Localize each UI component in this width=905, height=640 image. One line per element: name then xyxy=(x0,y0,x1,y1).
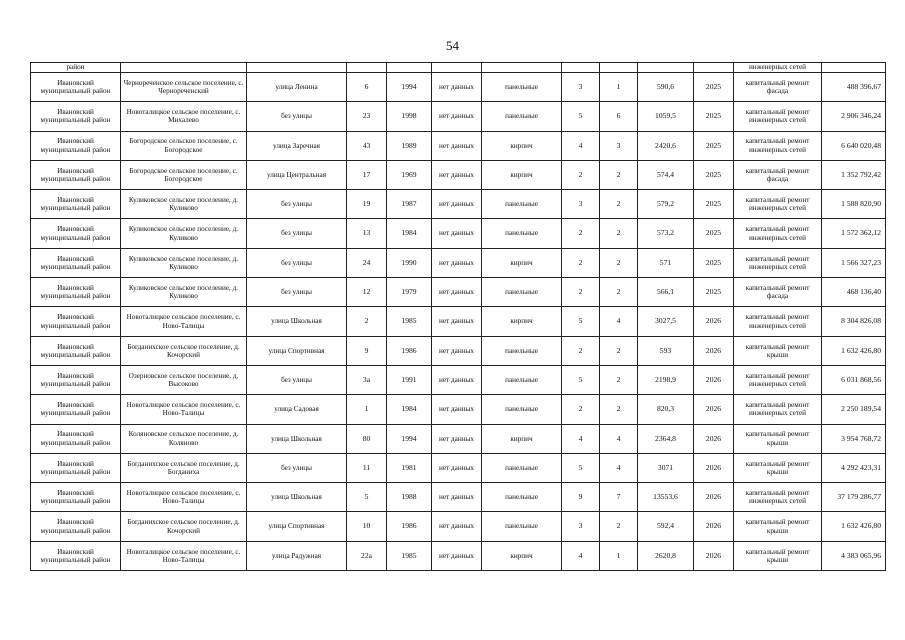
work-type-cell: капитальный ремонт крыши xyxy=(734,453,822,482)
house-number-cell: 11 xyxy=(347,453,387,482)
district-cell: Ивановский муниципальный район xyxy=(31,541,121,570)
settlement-cell: Озерновское сельское поселение, д. Высоково xyxy=(121,365,247,394)
district-cell: Ивановский муниципальный район xyxy=(31,131,121,160)
wall-material-cell: панельные xyxy=(482,483,562,512)
year-overhaul-cell: нет данных xyxy=(432,453,482,482)
planned-year-cell: 2026 xyxy=(694,336,734,365)
year-overhaul-cell: нет данных xyxy=(432,219,482,248)
house-number-cell: 13 xyxy=(347,219,387,248)
floors-cell: 3 xyxy=(562,512,600,541)
street-cell: без улицы xyxy=(247,365,347,394)
wall-material-cell: кирпич xyxy=(482,541,562,570)
floors-cell: 3 xyxy=(562,73,600,102)
year-built-cell: 1998 xyxy=(387,102,432,131)
entrances-cell: 2 xyxy=(600,365,638,394)
floors-cell: 5 xyxy=(562,365,600,394)
year-built-cell: 1984 xyxy=(387,395,432,424)
planned-year-cell: 2025 xyxy=(694,278,734,307)
district-cell: Ивановский муниципальный район xyxy=(31,453,121,482)
area-cell: 592,4 xyxy=(638,512,694,541)
district-cell: Ивановский муниципальный район xyxy=(31,483,121,512)
wall-material-cell: панельные xyxy=(482,73,562,102)
cost-cell: 2 906 346,24 xyxy=(822,102,886,131)
planned-year-cell: 2025 xyxy=(694,248,734,277)
house-number-cell: 17 xyxy=(347,160,387,189)
work-type-cell: капитальный ремонт инженерных сетей xyxy=(734,248,822,277)
district-cell: район xyxy=(31,63,121,73)
page-number: 54 xyxy=(446,38,459,53)
settlement-cell: Куликовское сельское поселение, д. Куликово xyxy=(121,278,247,307)
cost-cell: 488 396,67 xyxy=(822,73,886,102)
district-cell: Ивановский муниципальный район xyxy=(31,102,121,131)
floors-cell: 2 xyxy=(562,336,600,365)
district-cell: Ивановский муниципальный район xyxy=(31,512,121,541)
planned-year-cell: 2026 xyxy=(694,365,734,394)
settlement-cell: Куликовское сельское поселение, д. Куликово xyxy=(121,248,247,277)
year-overhaul-cell: нет данных xyxy=(432,424,482,453)
entrances-cell: 4 xyxy=(600,453,638,482)
street-cell: улица Ленина xyxy=(247,73,347,102)
work-type-cell: капитальный ремонт крыши xyxy=(734,512,822,541)
wall-material-cell: панельные xyxy=(482,190,562,219)
area-cell: 593 xyxy=(638,336,694,365)
entrances-cell: 1 xyxy=(600,73,638,102)
table-row xyxy=(31,73,886,102)
area-cell: 590,6 xyxy=(638,73,694,102)
cost-cell: 1 572 362,12 xyxy=(822,219,886,248)
entrances-cell: 2 xyxy=(600,336,638,365)
year-built-cell: 1981 xyxy=(387,453,432,482)
cost-cell: 6 031 868,56 xyxy=(822,365,886,394)
district-cell: Ивановский муниципальный район xyxy=(31,365,121,394)
area-cell: 3071 xyxy=(638,453,694,482)
cost-cell: 468 136,40 xyxy=(822,278,886,307)
entrances-cell: 7 xyxy=(600,483,638,512)
street-cell: улица Заречная xyxy=(247,131,347,160)
table-row-continued xyxy=(31,63,886,73)
house-number-cell: 3а xyxy=(347,365,387,394)
floors-cell: 2 xyxy=(562,278,600,307)
district-cell: Ивановский муниципальный район xyxy=(31,190,121,219)
wall-material-cell: панельные xyxy=(482,219,562,248)
work-type-cell: капитальный ремонт инженерных сетей xyxy=(734,102,822,131)
cost-cell: 37 179 286,77 xyxy=(822,483,886,512)
year-overhaul-cell: нет данных xyxy=(432,278,482,307)
street-cell: улица Садовая xyxy=(247,395,347,424)
entrances-cell: 2 xyxy=(600,190,638,219)
floors-cell: 5 xyxy=(562,102,600,131)
house-number-cell: 43 xyxy=(347,131,387,160)
house-number-cell: 80 xyxy=(347,424,387,453)
work-type-cell: капитальный ремонт инженерных сетей xyxy=(734,219,822,248)
entrances-cell: 2 xyxy=(600,248,638,277)
settlement-cell: Богданихское сельское поселение, д. Кочорский xyxy=(121,336,247,365)
year-overhaul-cell: нет данных xyxy=(432,131,482,160)
table-row xyxy=(31,307,886,336)
table-row xyxy=(31,219,886,248)
floors-cell: 2 xyxy=(562,395,600,424)
district-cell: Ивановский муниципальный район xyxy=(31,395,121,424)
street-cell: улица Центральная xyxy=(247,160,347,189)
settlement-cell: Новоталицкое сельское поселение, с. Ново-Талицы xyxy=(121,395,247,424)
wall-material-cell: панельные xyxy=(482,102,562,131)
work-type-cell: капитальный ремонт инженерных сетей xyxy=(734,307,822,336)
street-cell: улица Спортивная xyxy=(247,336,347,365)
year-overhaul-cell: нет данных xyxy=(432,307,482,336)
table-row xyxy=(31,395,886,424)
house-number-cell: 12 xyxy=(347,278,387,307)
year-built-cell: 1985 xyxy=(387,307,432,336)
planned-year-cell: 2026 xyxy=(694,483,734,512)
settlement-cell: Богданихское сельское поселение, д. Богданиха xyxy=(121,453,247,482)
district-cell: Ивановский муниципальный район xyxy=(31,307,121,336)
work-type-cell: капитальный ремонт инженерных сетей xyxy=(734,365,822,394)
settlement-cell: Куликовское сельское поселение, д. Куликово xyxy=(121,219,247,248)
street-cell: без улицы xyxy=(247,278,347,307)
year-built-cell: 1994 xyxy=(387,73,432,102)
year-overhaul-cell: нет данных xyxy=(432,541,482,570)
house-number-cell: 22а xyxy=(347,541,387,570)
cost-cell: 8 304 826,08 xyxy=(822,307,886,336)
table-row xyxy=(31,248,886,277)
area-cell: 579,2 xyxy=(638,190,694,219)
street-cell: улица Спортивная xyxy=(247,512,347,541)
year-built-cell: 1994 xyxy=(387,424,432,453)
year-overhaul-cell: нет данных xyxy=(432,160,482,189)
year-built-cell: 1986 xyxy=(387,512,432,541)
settlement-cell: Новоталицкое сельское поселение, с. Ново-Талицы xyxy=(121,541,247,570)
year-built-cell: 1969 xyxy=(387,160,432,189)
work-type-cell: капитальный ремонт крыши xyxy=(734,336,822,365)
year-overhaul-cell: нет данных xyxy=(432,395,482,424)
street-cell: улица Радужная xyxy=(247,541,347,570)
area-cell: 573,2 xyxy=(638,219,694,248)
settlement-cell: Новоталицкое сельское поселение, с. Ново-Талицы xyxy=(121,483,247,512)
floors-cell: 3 xyxy=(562,190,600,219)
cost-cell: 1 566 327,23 xyxy=(822,248,886,277)
house-number-cell: 1 xyxy=(347,395,387,424)
year-overhaul-cell: нет данных xyxy=(432,102,482,131)
settlement-cell: Коляновское сельское поселение, д. Коляново xyxy=(121,424,247,453)
house-number-cell: 24 xyxy=(347,248,387,277)
entrances-cell: 2 xyxy=(600,278,638,307)
area-cell: 3027,5 xyxy=(638,307,694,336)
work-type-cell: капитальный ремонт крыши xyxy=(734,424,822,453)
house-number-cell: 19 xyxy=(347,190,387,219)
wall-material-cell: панельные xyxy=(482,336,562,365)
year-overhaul-cell: нет данных xyxy=(432,73,482,102)
planned-year-cell: 2026 xyxy=(694,453,734,482)
table-row xyxy=(31,483,886,512)
cost-cell: 1 588 820,90 xyxy=(822,190,886,219)
street-cell: улица Школьная xyxy=(247,307,347,336)
work-type-cell: капитальный ремонт фасада xyxy=(734,160,822,189)
street-cell: улица Школьная xyxy=(247,424,347,453)
planned-year-cell: 2025 xyxy=(694,219,734,248)
area-cell: 574,4 xyxy=(638,160,694,189)
floors-cell: 5 xyxy=(562,307,600,336)
year-built-cell: 1985 xyxy=(387,541,432,570)
planned-year-cell: 2025 xyxy=(694,160,734,189)
cost-cell: 1 632 426,80 xyxy=(822,512,886,541)
wall-material-cell: кирпич xyxy=(482,424,562,453)
cost-cell: 3 954 768,72 xyxy=(822,424,886,453)
district-cell: Ивановский муниципальный район xyxy=(31,73,121,102)
area-cell: 1059,5 xyxy=(638,102,694,131)
area-cell: 2198,9 xyxy=(638,365,694,394)
work-type-cell: капитальный ремонт инженерных сетей xyxy=(734,190,822,219)
wall-material-cell: панельные xyxy=(482,278,562,307)
planned-year-cell: 2025 xyxy=(694,73,734,102)
year-built-cell: 1979 xyxy=(387,278,432,307)
work-type-cell: капитальный ремонт инженерных сетей xyxy=(734,395,822,424)
floors-cell: 4 xyxy=(562,131,600,160)
street-cell: без улицы xyxy=(247,102,347,131)
table-row xyxy=(31,541,886,570)
year-built-cell: 1986 xyxy=(387,336,432,365)
cost-cell: 1 632 426,80 xyxy=(822,336,886,365)
floors-cell: 2 xyxy=(562,160,600,189)
planned-year-cell: 2025 xyxy=(694,190,734,219)
street-cell: без улицы xyxy=(247,219,347,248)
wall-material-cell: кирпич xyxy=(482,131,562,160)
year-overhaul-cell: нет данных xyxy=(432,336,482,365)
area-cell: 571 xyxy=(638,248,694,277)
district-cell: Ивановский муниципальный район xyxy=(31,278,121,307)
work-type-cell: капитальный ремонт инженерных сетей xyxy=(734,131,822,160)
entrances-cell: 3 xyxy=(600,131,638,160)
table-row xyxy=(31,512,886,541)
planned-year-cell: 2026 xyxy=(694,307,734,336)
house-number-cell: 6 xyxy=(347,73,387,102)
table-row xyxy=(31,424,886,453)
house-number-cell: 9 xyxy=(347,336,387,365)
planned-year-cell: 2026 xyxy=(694,512,734,541)
cost-cell: 4 383 065,96 xyxy=(822,541,886,570)
wall-material-cell: кирпич xyxy=(482,248,562,277)
year-built-cell: 1988 xyxy=(387,483,432,512)
entrances-cell: 4 xyxy=(600,424,638,453)
district-cell: Ивановский муниципальный район xyxy=(31,219,121,248)
settlement-cell: Новоталицкое сельское поселение, с. Ново-Талицы xyxy=(121,307,247,336)
settlement-cell: Богородское сельское поселение, с. Богородское xyxy=(121,160,247,189)
floors-cell: 4 xyxy=(562,541,600,570)
planned-year-cell: 2025 xyxy=(694,102,734,131)
house-number-cell: 5 xyxy=(347,483,387,512)
wall-material-cell: кирпич xyxy=(482,307,562,336)
district-cell: Ивановский муниципальный район xyxy=(31,160,121,189)
cost-cell: 2 250 189,54 xyxy=(822,395,886,424)
work-type-cell: капитальный ремонт фасада xyxy=(734,73,822,102)
street-cell: улица Школьная xyxy=(247,483,347,512)
cost-cell: 6 640 020,48 xyxy=(822,131,886,160)
district-cell: Ивановский муниципальный район xyxy=(31,424,121,453)
entrances-cell: 2 xyxy=(600,160,638,189)
district-cell: Ивановский муниципальный район xyxy=(31,248,121,277)
housing-repair-table xyxy=(30,62,886,571)
entrances-cell: 1 xyxy=(600,541,638,570)
settlement-cell: Куликовское сельское поселение, д. Куликово xyxy=(121,190,247,219)
settlement-cell: Богородское сельское поселение, с. Богородское xyxy=(121,131,247,160)
floors-cell: 9 xyxy=(562,483,600,512)
year-built-cell: 1984 xyxy=(387,219,432,248)
wall-material-cell: панельные xyxy=(482,365,562,394)
street-cell: без улицы xyxy=(247,190,347,219)
wall-material-cell: панельные xyxy=(482,395,562,424)
settlement-cell: Новоталицкое сельское поселение, с. Михалево xyxy=(121,102,247,131)
floors-cell: 4 xyxy=(562,424,600,453)
table-row xyxy=(31,278,886,307)
table-row xyxy=(31,102,886,131)
floors-cell: 5 xyxy=(562,453,600,482)
street-cell: без улицы xyxy=(247,248,347,277)
table-row xyxy=(31,190,886,219)
entrances-cell: 4 xyxy=(600,307,638,336)
year-built-cell: 1989 xyxy=(387,131,432,160)
year-overhaul-cell: нет данных xyxy=(432,365,482,394)
table-row xyxy=(31,160,886,189)
area-cell: 13553,6 xyxy=(638,483,694,512)
table-row xyxy=(31,131,886,160)
wall-material-cell: панельные xyxy=(482,512,562,541)
cost-cell: 4 292 423,31 xyxy=(822,453,886,482)
work-type-cell: капитальный ремонт фасада xyxy=(734,278,822,307)
cost-cell: 1 352 792,42 xyxy=(822,160,886,189)
house-number-cell: 23 xyxy=(347,102,387,131)
district-cell: Ивановский муниципальный район xyxy=(31,336,121,365)
year-built-cell: 1987 xyxy=(387,190,432,219)
planned-year-cell: 2026 xyxy=(694,395,734,424)
street-cell: без улицы xyxy=(247,453,347,482)
table-row xyxy=(31,365,886,394)
house-number-cell: 2 xyxy=(347,307,387,336)
year-overhaul-cell: нет данных xyxy=(432,190,482,219)
entrances-cell: 2 xyxy=(600,219,638,248)
table-row xyxy=(31,453,886,482)
work-type-cell: инженерных сетей xyxy=(734,63,822,73)
settlement-cell: Богданихское сельское поселение, д. Кочорский xyxy=(121,512,247,541)
entrances-cell: 6 xyxy=(600,102,638,131)
year-overhaul-cell: нет данных xyxy=(432,483,482,512)
year-overhaul-cell: нет данных xyxy=(432,248,482,277)
year-overhaul-cell: нет данных xyxy=(432,512,482,541)
wall-material-cell: панельные xyxy=(482,453,562,482)
area-cell: 2420,6 xyxy=(638,131,694,160)
entrances-cell: 2 xyxy=(600,512,638,541)
area-cell: 820,3 xyxy=(638,395,694,424)
year-built-cell: 1991 xyxy=(387,365,432,394)
planned-year-cell: 2026 xyxy=(694,424,734,453)
settlement-cell: Чернореченское сельское поселение, с. Чернореченский xyxy=(121,73,247,102)
area-cell: 2364,8 xyxy=(638,424,694,453)
work-type-cell: капитальный ремонт крыши xyxy=(734,541,822,570)
entrances-cell: 2 xyxy=(600,395,638,424)
floors-cell: 2 xyxy=(562,248,600,277)
wall-material-cell: кирпич xyxy=(482,160,562,189)
planned-year-cell: 2026 xyxy=(694,541,734,570)
work-type-cell: капитальный ремонт инженерных сетей xyxy=(734,483,822,512)
table-row xyxy=(31,336,886,365)
area-cell: 566,1 xyxy=(638,278,694,307)
planned-year-cell: 2025 xyxy=(694,131,734,160)
floors-cell: 2 xyxy=(562,219,600,248)
year-built-cell: 1990 xyxy=(387,248,432,277)
house-number-cell: 10 xyxy=(347,512,387,541)
area-cell: 2620,8 xyxy=(638,541,694,570)
